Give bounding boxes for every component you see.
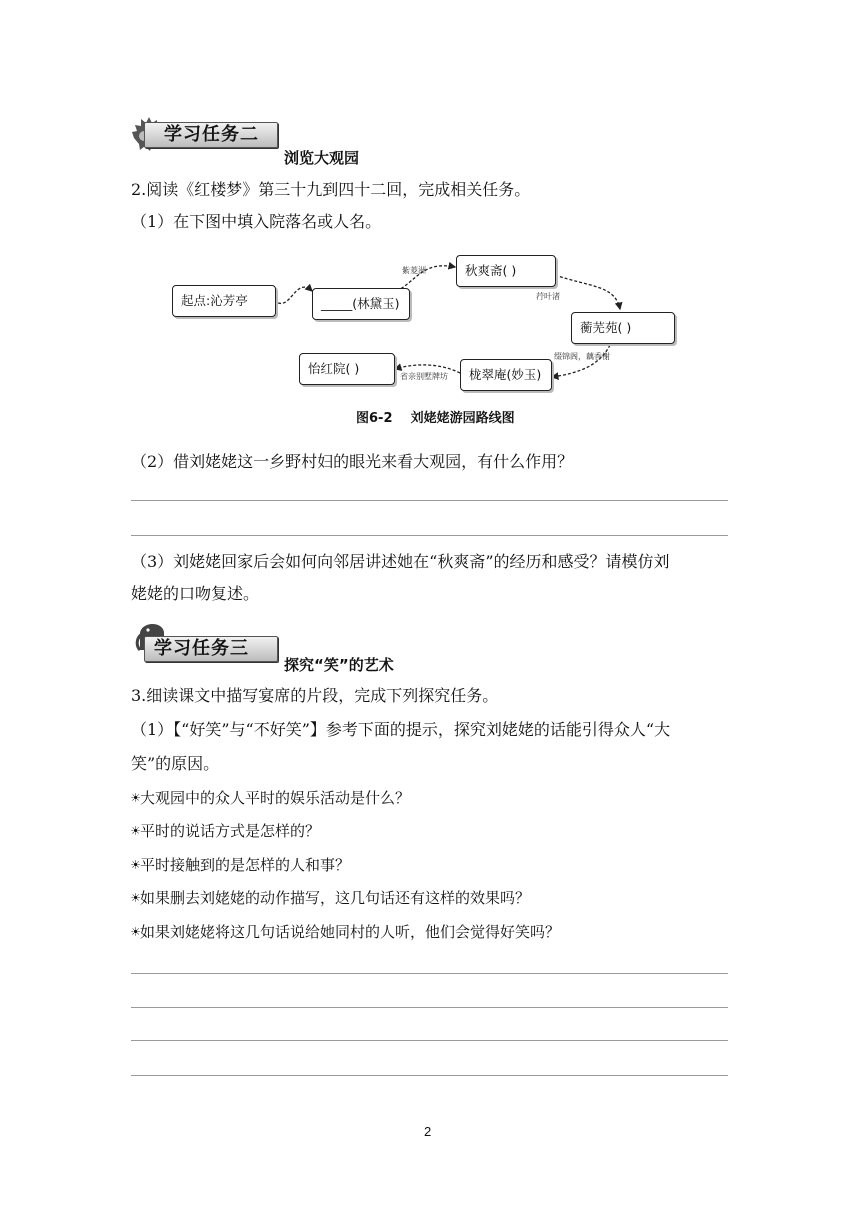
answer-line[interactable] [131,973,728,974]
answer-line[interactable] [131,1007,728,1008]
edge-label-zhuijin: 缀锦阁，藕香榭 [554,352,610,361]
task-two-banner [130,114,278,150]
answer-line[interactable] [131,1075,728,1076]
question-2: 2.阅读《红楼梦》第三十九到四十二回，完成相关任务。 [131,180,531,199]
node-start: 起点:沁芳亭 [172,285,276,317]
hint-item: ☀平时的说话方式是怎样的？ [131,822,321,840]
diagram-caption: 图6-2 刘姥姥游园路线图 [356,411,515,426]
question-2-3-line2: 姥姥的口吻复述。 [131,584,260,603]
edge-label-xingye: 荇叶渚 [536,292,560,301]
page-number: 2 [424,1124,432,1139]
task-three-title: 探究“笑”的艺术 [284,656,394,674]
task-three-banner [130,616,280,664]
hint-item: ☀平时接触到的是怎样的人和事？ [131,856,351,874]
question-3: 3.细读课文中描写宴席的片段，完成下列探究任务。 [131,686,499,705]
edge-label-ziling: 紫菱洲 [402,266,426,275]
answer-line[interactable] [131,535,728,536]
node-longcui: 栊翠庵(妙玉) [460,359,552,391]
question-2-3-line1: （3）刘姥姥回家后会如何向邻居讲述她在“秋爽斋”的经历和感受？请模仿刘 [131,552,670,571]
hint-item: ☀如果删去刘姥姥的动作描写，这几句话还有这样的效果吗？ [131,889,531,907]
node-yihong[interactable]: 怡红院( ) [299,353,395,385]
task-three-banner-label: 学习任务三 [154,638,249,659]
hint-item: ☀如果刘姥姥将这几句话说给她同村的人听，他们会觉得好笑吗？ [131,923,561,941]
edge-label-paifang: 省亲别墅牌坊 [400,372,448,381]
question-2-1: （1）在下图中填入院落名或人名。 [131,212,382,231]
question-3-1-line1: （1）【“好笑”与“不好笑”】参考下面的提示，探究刘姥姥的话能引得众人“大 [131,720,671,739]
route-diagram [170,245,700,435]
question-2-2: （2）借刘姥姥这一乡野村妇的眼光来看大观园，有什么作用？ [131,452,574,471]
answer-line[interactable] [131,1040,728,1041]
node-qiushuang[interactable]: 秋爽斋( ) [456,255,556,287]
node-lindaiyu: _____(林黛玉) [312,288,410,320]
question-3-1-line2: 笑”的原因。 [131,754,220,773]
answer-line[interactable] [131,500,728,501]
task-two-title: 浏览大观园 [284,149,360,167]
node-hengwu[interactable]: 蘅芜苑( ) [571,312,675,344]
hint-item: ☀大观园中的众人平时的娱乐活动是什么？ [131,789,411,807]
task-two-banner-label: 学习任务二 [164,124,259,145]
